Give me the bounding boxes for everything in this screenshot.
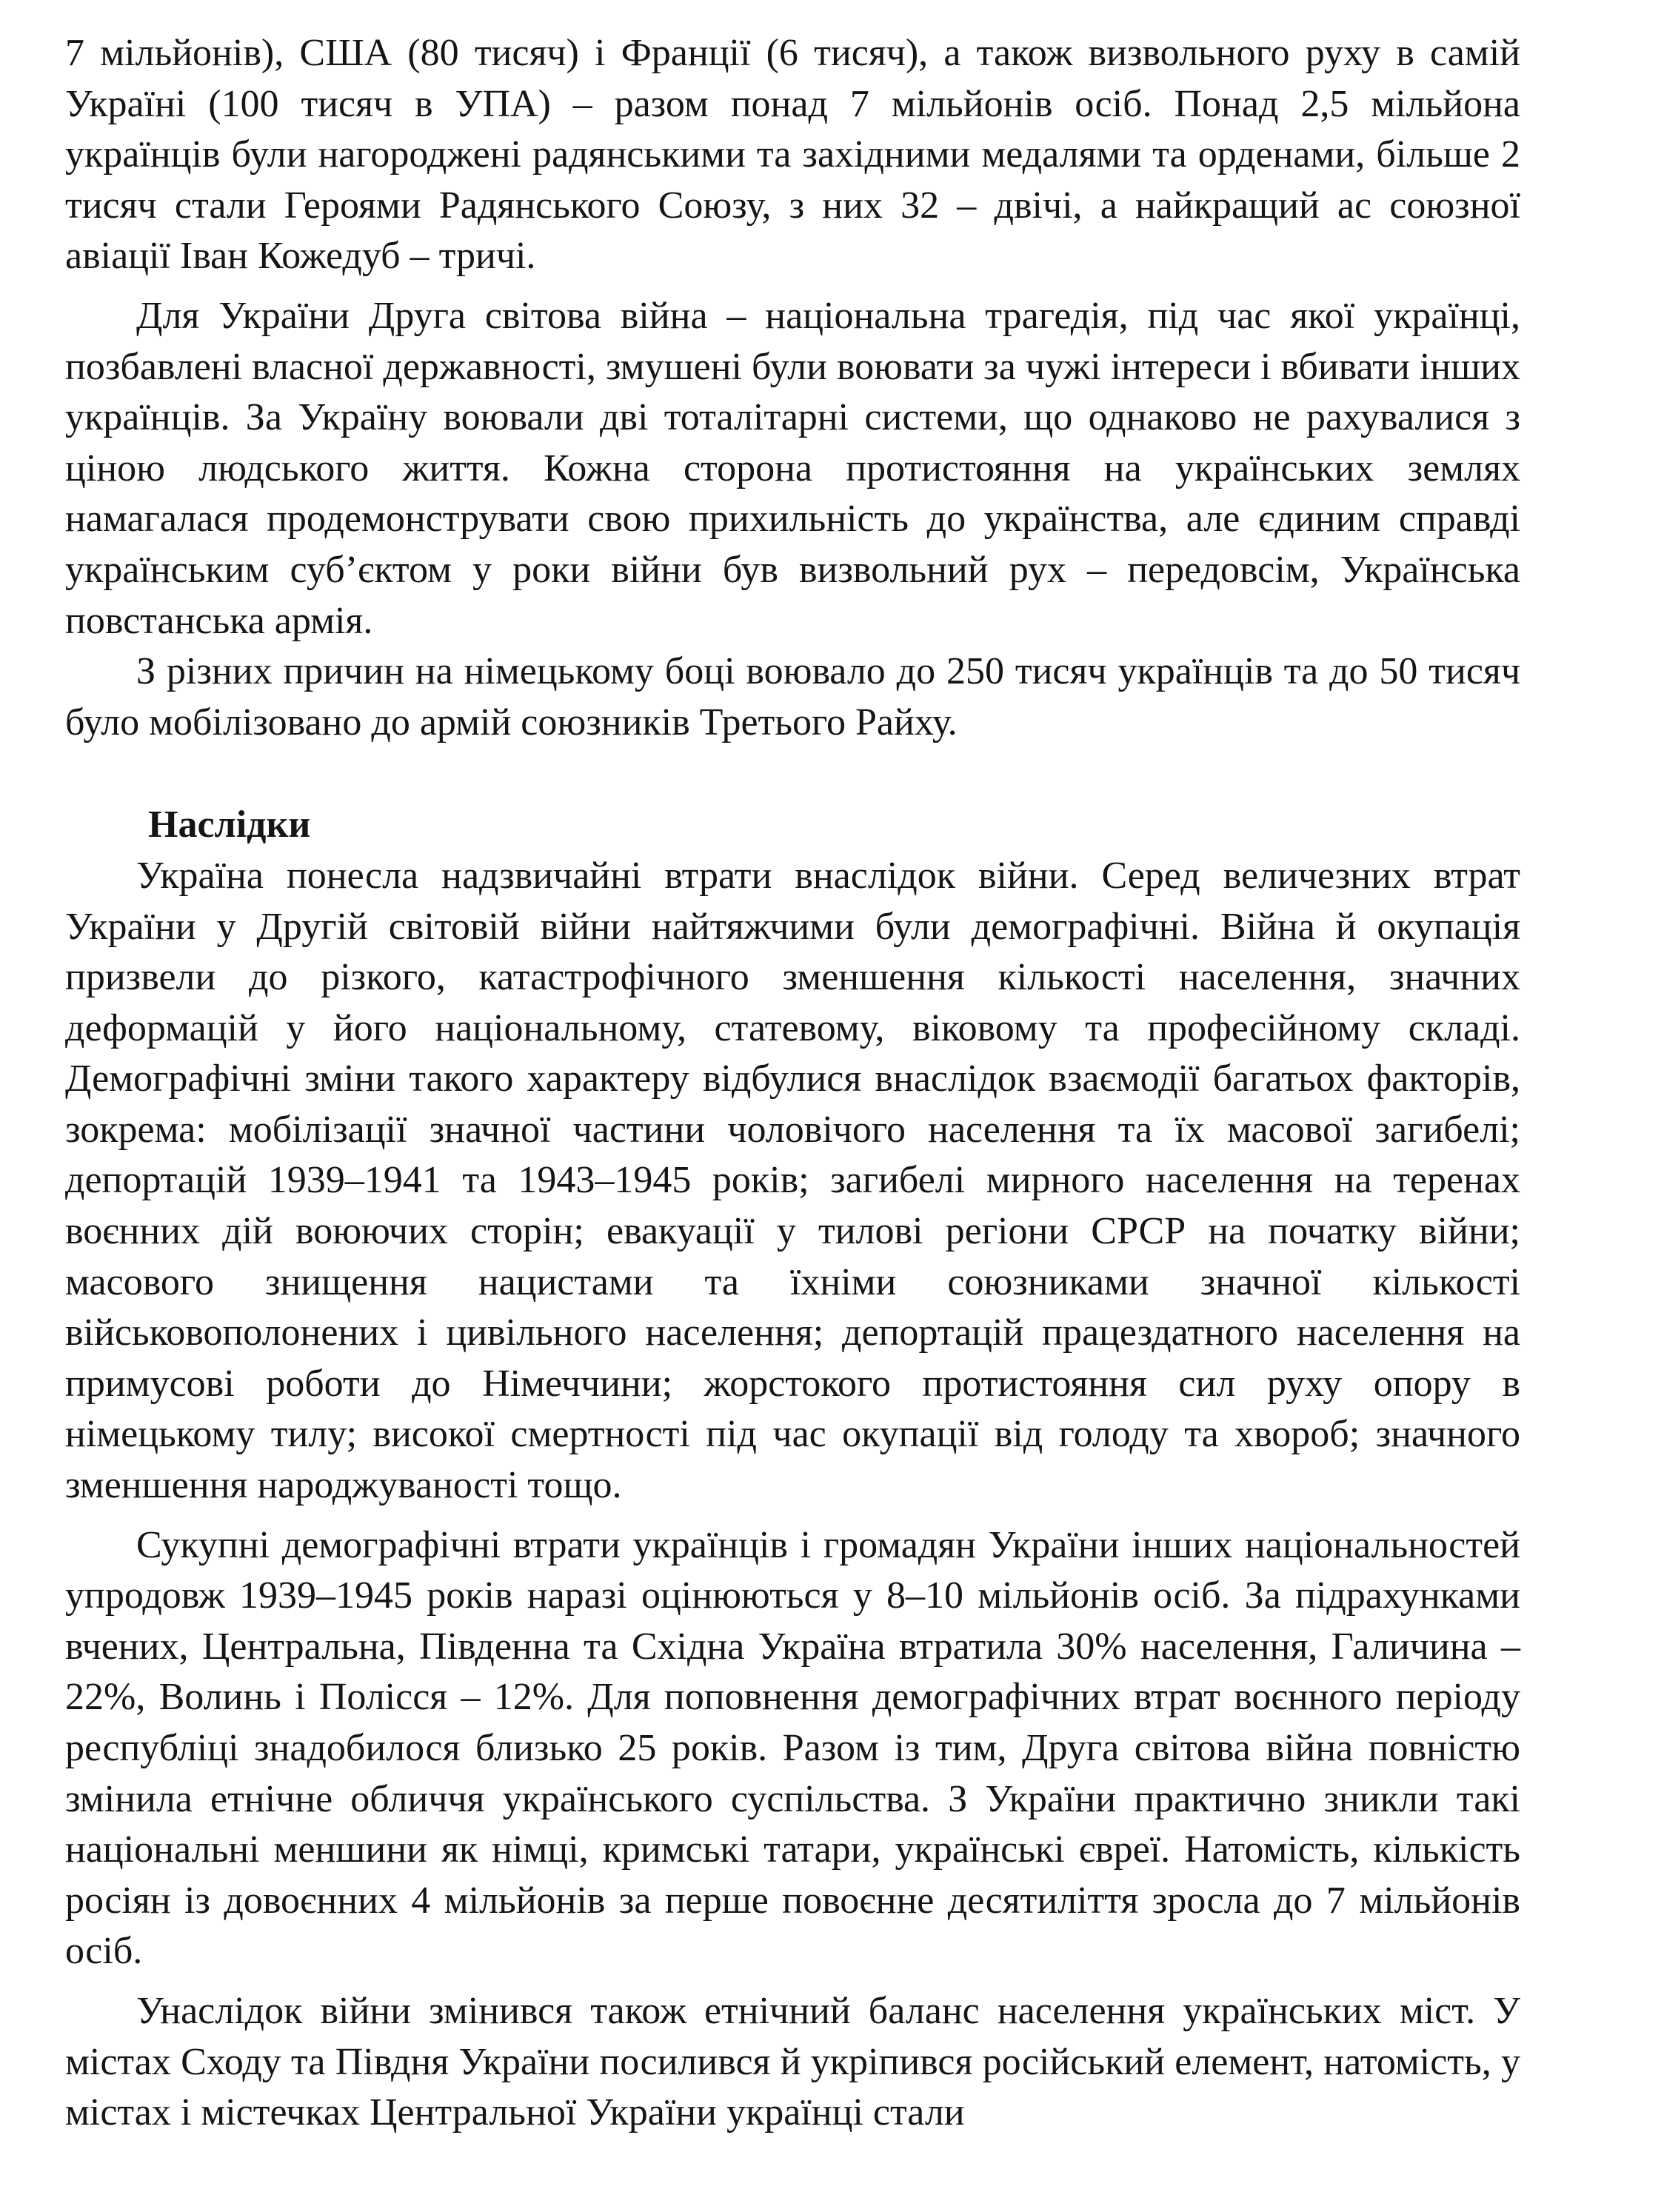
document-page xyxy=(65,28,1520,2139)
paragraph-demographic-losses: Сукупні демографічні втрати українців і громадян України інших національностей упродовж 1939–1945 років наразі оцінюються у 8–10 мільйонів осіб. За підрахунками вчених, Центральна, Південна та Східна Україна втратила 30% населення, Галичина – 22%, Волинь і Полісся – 12%. Для поповнення демографічних втрат воєнного періоду республіці знадобилося близько 25 років. Разом із тим, Друга світова війна повністю змінила етнічне обличчя українського суспільства. З України практично зникли такі національні меншини як німці, кримські татари, українські євреї. Натомість, кількість росіян із довоєнних 4 мільйонів за перше повоєнне десятиліття зросла до 7 мільйонів осіб. xyxy=(65,1523,1520,1973)
paragraph-ethnic-balance: Унаслідок війни змінився також етнічний баланс населення українських міст. У містах Сходу та Півдня України посилився й укріпився російський елемент, натомість, у містах і містечках Центральної України українці стали xyxy=(65,1989,1520,2134)
paragraph-national-tragedy: Для України Друга світова війна – національна трагедія, під час якої українці, позбавлені власної державності, змушені були воювати за чужі інтереси і вбивати інших українців. За Україну воювали дві тоталітарні системи, що однаково не рахувалися з ціною людського життя. Кожна сторона протистояння на українських землях намагалася продемонструвати свою прихильність до українства, але єдиним справді українським суб’єктом у роки війни був визвольний рух – передовсім, Українська повстанська армія. xyxy=(65,294,1520,642)
paragraph-losses: Україна понесла надзвичайні втрати внаслідок війни. Серед величезних втрат України у Другій світовій війни найтяжчими були демографічні. Війна й окупація призвели до різкого, катастрофічного зменшення кількості населення, значних деформацій у його національному, статевому, віковому та професійному складі. Демографічні зміни такого характеру відбулися внаслідок взаємодії багатьох факторів, зокрема: мобілізації значної частини чоловічого населення та їх масової загибелі; депортацій 1939–1941 та 1943–1945 років; загибелі мирного населення на теренах воєнних дій воюючих сторін; евакуації у тилові регіони СРСР на початку війни; масового знищення нацистами та їхніми союзниками значної кількості військовополонених і цивільного населення; депортацій працездатного населення на примусові роботи до Німеччини; жорстокого протистояння сил руху опору в німецькому тилу; високої смертності під час окупації від голоду та хвороб; значного зменшення народжуваності тощо. xyxy=(65,854,1520,1507)
paragraph-war-participation: 7 мільйонів), США (80 тисяч) і Франції (6 тисяч), а також визвольного руху в самій Україні (100 тисяч в УПА) – разом понад 7 мільйонів осіб. Понад 2,5 мільйона українців були нагороджені радянськими та західними медалями та орденами, більше 2 тисяч стали Героями Радянського Союзу, з них 32 – двічі, а найкращий ас союзної авіації Іван Кожедуб – тричі. xyxy=(65,32,1520,278)
section-heading-consequences: Наслідки xyxy=(148,803,311,846)
paragraph-german-side: З різних причин на німецькому боці воювало до 250 тисяч українців та до 50 тисяч було мобілізовано до армій союзників Третього Райху. xyxy=(65,650,1520,744)
